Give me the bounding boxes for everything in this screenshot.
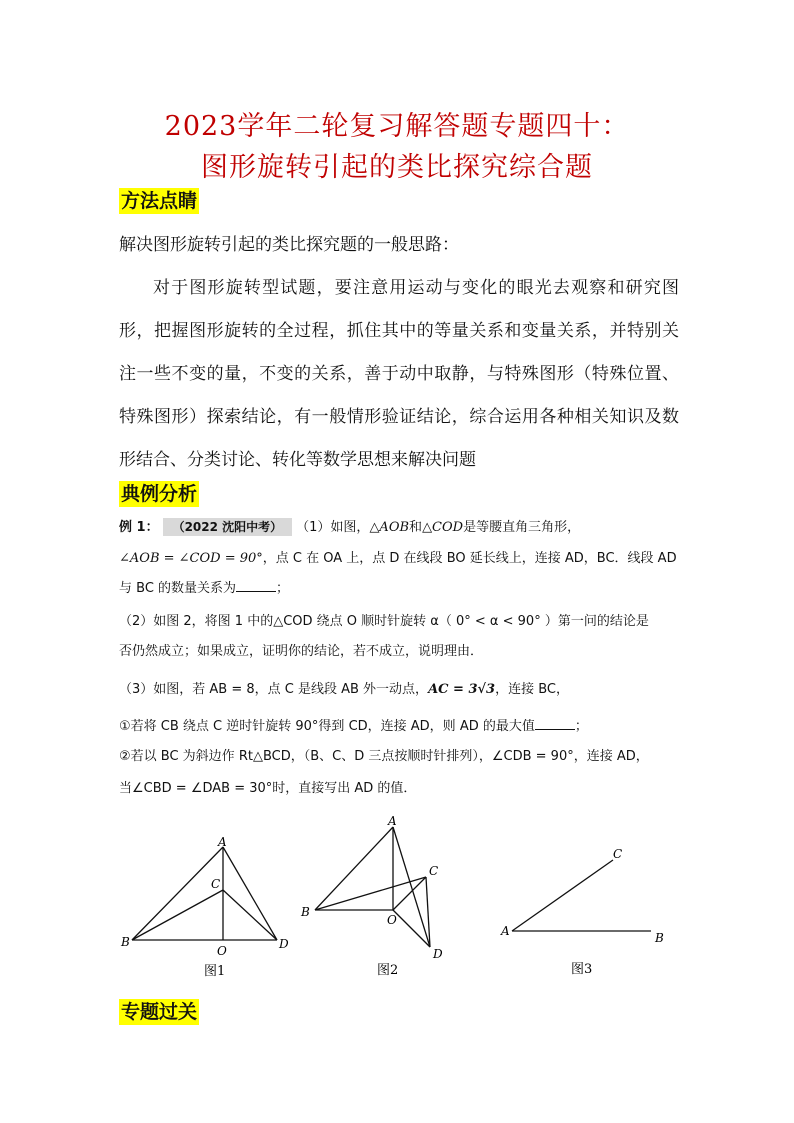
example-question-3-line3: ②若以 BC 为斜边作 Rt△BCD，（B、C、D 三点按顺时针排列），∠CDB = 90°，连接 AD， <box>119 749 649 764</box>
example-label: 例 1： <box>119 520 159 535</box>
example-question-3-line2 <box>119 711 689 742</box>
fig2-label-a: A <box>388 814 397 828</box>
q1-text-e: 与 BC 的数量关系为 <box>119 581 237 596</box>
q3-text-c: ①若将 CB 绕点 C 逆时针旋转 90°得到 CD，连接 AD，则 AD 的最大值 <box>119 719 535 734</box>
math-triangle-aob: △AOB <box>369 520 410 535</box>
figure-3 <box>497 842 677 982</box>
math-triangle-cod: △COD <box>422 520 464 535</box>
fig2-caption: 图2 <box>377 963 399 978</box>
example-question-1-line2 <box>119 543 689 574</box>
q1-text-a: （1）如图， <box>296 520 370 535</box>
math-ac: AC = 3√3 <box>428 682 496 697</box>
fig1-edge-ba <box>132 847 223 940</box>
fig3-segment-ac <box>512 860 613 931</box>
section-heading-practice: 专题过关 <box>121 1001 198 1023</box>
example-question-3-line1 <box>119 674 689 705</box>
fig3-label-c: C <box>613 847 623 861</box>
q1-text-d: ，点 C 在 OA 上，点 D 在线段 BO 延长线上，连接 AD，BC．线段 AD <box>262 551 677 566</box>
fig1-label-d: D <box>279 937 289 951</box>
fig1-caption: 图1 <box>204 964 226 979</box>
fig2-label-o: O <box>387 913 397 927</box>
example-question-3-line4: 当∠CBD = ∠DAB = 30°时，直接写出 AD 的值． <box>119 781 417 796</box>
figure-2 <box>295 812 455 982</box>
fig1-edge-ad <box>223 847 277 940</box>
fig1-label-a: A <box>218 835 227 849</box>
fig1-label-o: O <box>217 944 227 958</box>
document-title-line1: 2023学年二轮复习解答题专题四十： <box>164 111 630 142</box>
fig2-label-d: D <box>433 947 443 961</box>
section-heading-example: 典例分析 <box>121 483 198 505</box>
math-angles: ∠AOB = ∠COD = 90° <box>119 551 263 566</box>
source-tag: （2022 沈阳中考） <box>163 518 293 536</box>
q3-text-a: （3）如图，若 AB = 8，点 C 是线段 AB 外一动点， <box>119 682 429 697</box>
section-heading-method: 方法点睛 <box>121 190 198 212</box>
q1-text-b: 和 <box>409 520 423 535</box>
document-title-line2: 图形旋转引起的类比探究综合题 <box>201 152 593 183</box>
answer-blank-1[interactable] <box>236 577 276 592</box>
example-question-1-line3 <box>119 573 689 604</box>
figure-1 <box>115 832 295 982</box>
q1-text-f: ； <box>276 581 290 596</box>
q3-text-b: ，连接 BC， <box>495 682 569 697</box>
fig3-caption: 图3 <box>571 962 593 977</box>
example-question-2-line1: （2）如图 2，将图 1 中的△COD 绕点 O 顺时针旋转 α（ 0° < α < 90° ）第一问的结论是 <box>119 614 649 629</box>
fig3-label-b: B <box>655 931 664 945</box>
q3-text-d: ； <box>574 719 588 734</box>
q1-text-c: 是等腰直角三角形， <box>463 520 581 535</box>
fig2-label-c: C <box>429 864 439 878</box>
fig3-label-a: A <box>501 924 510 938</box>
example-question-2-line2: 否仍然成立；如果成立，证明你的结论，若不成立，说明理由． <box>119 644 484 659</box>
example-question-1-line1 <box>119 512 689 543</box>
fig1-edge-cd <box>223 890 277 940</box>
fig1-edge-bc <box>132 890 223 940</box>
answer-blank-2[interactable] <box>535 715 575 730</box>
fig2-edge-ba <box>315 827 393 910</box>
method-intro: 解决图形旋转引起的类比探究题的一般思路： <box>119 235 459 255</box>
fig1-label-b: B <box>121 935 130 949</box>
method-body: 对于图形旋转型试题，要注意用运动与变化的眼光去观察和研究图形，把握图形旋转的全过程，抓住其中的等量关系和变量关系，并特别关注一些不变的量，不变的关系，善于动中取静，与特殊图形（特殊位置、特殊图形）探索结论，有一般情形验证结论，综合运用各种相关知识及数形结合、分类讨论、转化等数学思想来解决问题 <box>119 278 679 470</box>
fig2-label-b: B <box>301 905 310 919</box>
fig1-label-c: C <box>211 877 221 891</box>
